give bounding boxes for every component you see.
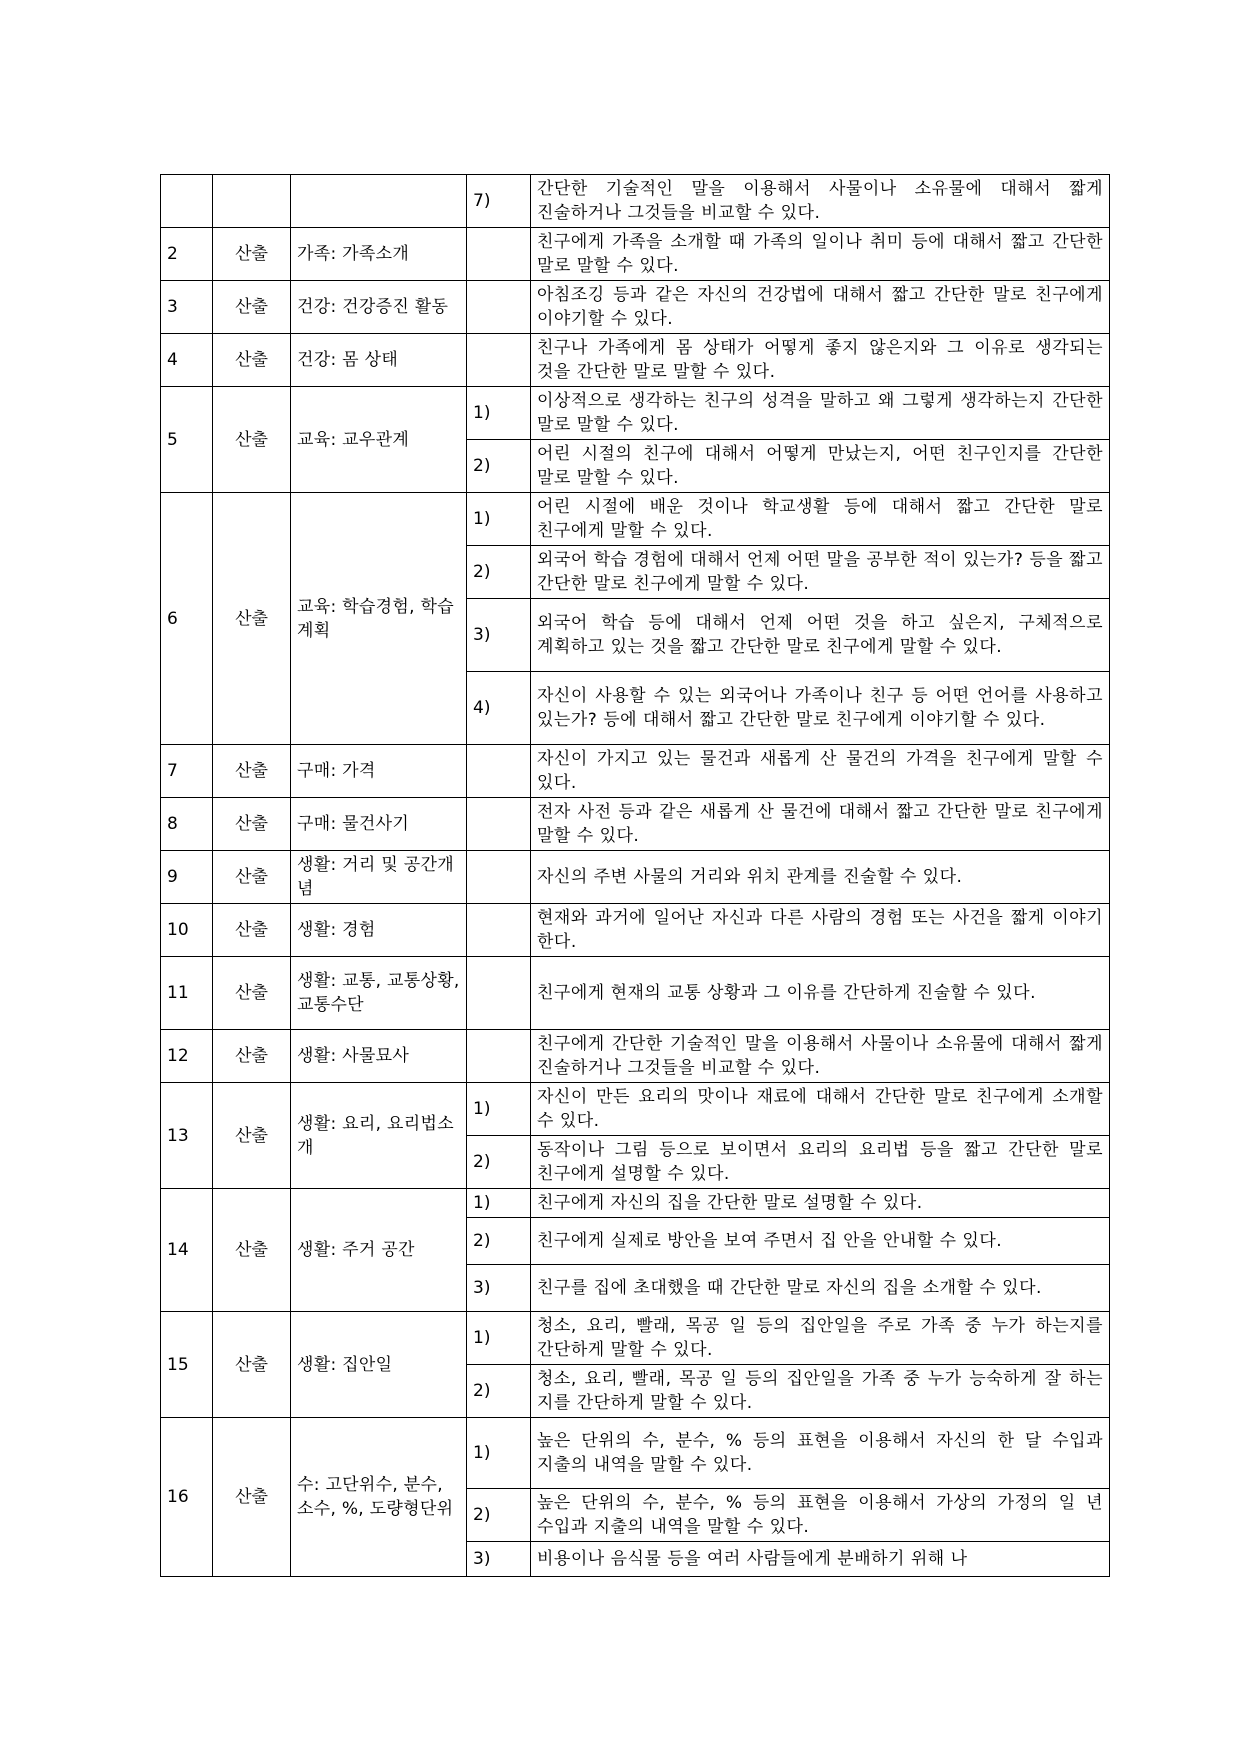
item-description: 외국어 학습 등에 대해서 언제 어떤 것을 하고 싶은지, 구체적으로 계획하고 있는 것을 짧고 간단한 말로 친구에게 말할 수 있다. bbox=[531, 599, 1110, 672]
item-number: 1) bbox=[467, 493, 531, 546]
item-number bbox=[467, 798, 531, 851]
item-number: 3) bbox=[467, 1542, 531, 1577]
item-description: 이상적으로 생각하는 친구의 성격을 말하고 왜 그렇게 생각하는지 간단한 말로 말할 수 있다. bbox=[531, 387, 1110, 440]
item-description: 간단한 기술적인 말을 이용해서 사물이나 소유물에 대해서 짧게 진술하거나 그것들을 비교할 수 있다. bbox=[531, 175, 1110, 228]
item-number bbox=[467, 904, 531, 957]
row-number: 9 bbox=[161, 851, 213, 904]
item-description: 높은 단위의 수, 분수, % 등의 표현을 이용해서 가상의 가정의 일 년 수입과 지출의 내역을 말할 수 있다. bbox=[531, 1489, 1110, 1542]
row-type: 산출 bbox=[213, 745, 291, 798]
table-row bbox=[161, 228, 1110, 281]
table-row bbox=[161, 493, 1110, 546]
row-type: 산출 bbox=[213, 493, 291, 745]
table-row bbox=[161, 334, 1110, 387]
table-row bbox=[161, 1312, 1110, 1365]
item-description: 높은 단위의 수, 분수, % 등의 표현을 이용해서 자신의 한 달 수입과 지출의 내역을 말할 수 있다. bbox=[531, 1418, 1110, 1489]
row-topic: 생활: 주거 공간 bbox=[291, 1189, 467, 1312]
item-description: 비용이나 음식물 등을 여러 사람들에게 분배하기 위해 나 bbox=[531, 1542, 1110, 1577]
table-row bbox=[161, 1083, 1110, 1136]
row-type: 산출 bbox=[213, 387, 291, 493]
table-row bbox=[161, 904, 1110, 957]
row-number: 16 bbox=[161, 1418, 213, 1577]
row-number: 14 bbox=[161, 1189, 213, 1312]
curriculum-table bbox=[160, 174, 1110, 1577]
row-number: 2 bbox=[161, 228, 213, 281]
item-description: 친구를 집에 초대했을 때 간단한 말로 자신의 집을 소개할 수 있다. bbox=[531, 1265, 1110, 1312]
row-type: 산출 bbox=[213, 1189, 291, 1312]
row-topic: 수: 고단위수, 분수, 소수, %, 도량형단위 bbox=[291, 1418, 467, 1577]
table-row bbox=[161, 1030, 1110, 1083]
item-number: 1) bbox=[467, 1189, 531, 1218]
item-description: 어린 시절의 친구에 대해서 어떻게 만났는지, 어떤 친구인지를 간단한 말로 말할 수 있다. bbox=[531, 440, 1110, 493]
item-description: 외국어 학습 경험에 대해서 언제 어떤 말을 공부한 적이 있는가? 등을 짧고 간단한 말로 친구에게 말할 수 있다. bbox=[531, 546, 1110, 599]
row-topic: 생활: 집안일 bbox=[291, 1312, 467, 1418]
item-description: 친구에게 자신의 집을 간단한 말로 설명할 수 있다. bbox=[531, 1189, 1110, 1218]
item-description: 청소, 요리, 빨래, 목공 일 등의 집안일을 가족 중 누가 능숙하게 잘 하는 지를 간단하게 말할 수 있다. bbox=[531, 1365, 1110, 1418]
item-number bbox=[467, 957, 531, 1030]
item-number bbox=[467, 334, 531, 387]
row-type: 산출 bbox=[213, 851, 291, 904]
row-topic: 생활: 경험 bbox=[291, 904, 467, 957]
row-type: 산출 bbox=[213, 957, 291, 1030]
item-number bbox=[467, 228, 531, 281]
row-number bbox=[161, 175, 213, 228]
item-number: 1) bbox=[467, 387, 531, 440]
table-row bbox=[161, 175, 1110, 228]
row-topic: 건강: 몸 상태 bbox=[291, 334, 467, 387]
curriculum-table-body bbox=[161, 175, 1110, 1577]
item-description: 친구나 가족에게 몸 상태가 어떻게 좋지 않은지와 그 이유로 생각되는 것을 간단한 말로 말할 수 있다. bbox=[531, 334, 1110, 387]
row-topic: 교육: 학습경험, 학습계획 bbox=[291, 493, 467, 745]
item-number: 1) bbox=[467, 1312, 531, 1365]
row-number: 11 bbox=[161, 957, 213, 1030]
row-type: 산출 bbox=[213, 1418, 291, 1577]
table-row bbox=[161, 1189, 1110, 1218]
item-description: 어린 시절에 배운 것이나 학교생활 등에 대해서 짧고 간단한 말로 친구에게 말할 수 있다. bbox=[531, 493, 1110, 546]
item-number bbox=[467, 745, 531, 798]
row-type: 산출 bbox=[213, 228, 291, 281]
item-number: 1) bbox=[467, 1418, 531, 1489]
row-number: 7 bbox=[161, 745, 213, 798]
item-description: 자신이 가지고 있는 물건과 새롭게 산 물건의 가격을 친구에게 말할 수 있다. bbox=[531, 745, 1110, 798]
row-type: 산출 bbox=[213, 904, 291, 957]
table-row bbox=[161, 281, 1110, 334]
row-topic: 생활: 거리 및 공간개념 bbox=[291, 851, 467, 904]
row-number: 4 bbox=[161, 334, 213, 387]
table-row bbox=[161, 745, 1110, 798]
item-number bbox=[467, 281, 531, 334]
row-number: 13 bbox=[161, 1083, 213, 1189]
row-number: 5 bbox=[161, 387, 213, 493]
row-number: 6 bbox=[161, 493, 213, 745]
row-number: 12 bbox=[161, 1030, 213, 1083]
row-topic: 구매: 물건사기 bbox=[291, 798, 467, 851]
row-type: 산출 bbox=[213, 798, 291, 851]
item-number: 3) bbox=[467, 599, 531, 672]
item-number: 7) bbox=[467, 175, 531, 228]
row-topic: 건강: 건강증진 활동 bbox=[291, 281, 467, 334]
row-type: 산출 bbox=[213, 1030, 291, 1083]
table-row bbox=[161, 387, 1110, 440]
item-number: 2) bbox=[467, 1489, 531, 1542]
row-topic: 생활: 사물묘사 bbox=[291, 1030, 467, 1083]
row-number: 3 bbox=[161, 281, 213, 334]
item-description: 친구에게 실제로 방안을 보여 주면서 집 안을 안내할 수 있다. bbox=[531, 1218, 1110, 1265]
table-row bbox=[161, 851, 1110, 904]
row-topic: 가족: 가족소개 bbox=[291, 228, 467, 281]
item-number: 4) bbox=[467, 672, 531, 745]
row-type: 산출 bbox=[213, 1312, 291, 1418]
item-description: 친구에게 가족을 소개할 때 가족의 일이나 취미 등에 대해서 짧고 간단한 말로 말할 수 있다. bbox=[531, 228, 1110, 281]
row-topic: 생활: 요리, 요리법소개 bbox=[291, 1083, 467, 1189]
item-number bbox=[467, 1030, 531, 1083]
row-number: 10 bbox=[161, 904, 213, 957]
item-number: 3) bbox=[467, 1265, 531, 1312]
item-description: 청소, 요리, 빨래, 목공 일 등의 집안일을 주로 가족 중 누가 하는지를 간단하게 말할 수 있다. bbox=[531, 1312, 1110, 1365]
item-number: 2) bbox=[467, 1218, 531, 1265]
item-number bbox=[467, 851, 531, 904]
table-row bbox=[161, 798, 1110, 851]
row-type: 산출 bbox=[213, 281, 291, 334]
row-number: 15 bbox=[161, 1312, 213, 1418]
item-description: 친구에게 간단한 기술적인 말을 이용해서 사물이나 소유물에 대해서 짧게 진술하거나 그것들을 비교할 수 있다. bbox=[531, 1030, 1110, 1083]
row-type: 산출 bbox=[213, 1083, 291, 1189]
item-description: 아침조깅 등과 같은 자신의 건강법에 대해서 짧고 간단한 말로 친구에게 이야기할 수 있다. bbox=[531, 281, 1110, 334]
item-description: 자신이 만든 요리의 맛이나 재료에 대해서 간단한 말로 친구에게 소개할 수 있다. bbox=[531, 1083, 1110, 1136]
item-description: 자신이 사용할 수 있는 외국어나 가족이나 친구 등 어떤 언어를 사용하고 있는가? 등에 대해서 짧고 간단한 말로 친구에게 이야기할 수 있다. bbox=[531, 672, 1110, 745]
item-description: 자신의 주변 사물의 거리와 위치 관계를 진술할 수 있다. bbox=[531, 851, 1110, 904]
item-description: 친구에게 현재의 교통 상황과 그 이유를 간단하게 진술할 수 있다. bbox=[531, 957, 1110, 1030]
row-type bbox=[213, 175, 291, 228]
item-description: 동작이나 그림 등으로 보이면서 요리의 요리법 등을 짧고 간단한 말로 친구에게 설명할 수 있다. bbox=[531, 1136, 1110, 1189]
item-description: 전자 사전 등과 같은 새롭게 산 물건에 대해서 짧고 간단한 말로 친구에게 말할 수 있다. bbox=[531, 798, 1110, 851]
row-topic: 교육: 교우관계 bbox=[291, 387, 467, 493]
item-number: 2) bbox=[467, 1365, 531, 1418]
table-row bbox=[161, 1418, 1110, 1489]
row-topic bbox=[291, 175, 467, 228]
row-type: 산출 bbox=[213, 334, 291, 387]
item-number: 2) bbox=[467, 440, 531, 493]
row-topic: 생활: 교통, 교통상황, 교통수단 bbox=[291, 957, 467, 1030]
row-number: 8 bbox=[161, 798, 213, 851]
item-number: 1) bbox=[467, 1083, 531, 1136]
item-description: 현재와 과거에 일어난 자신과 다른 사람의 경험 또는 사건을 짧게 이야기 한다. bbox=[531, 904, 1110, 957]
row-topic: 구매: 가격 bbox=[291, 745, 467, 798]
table-row bbox=[161, 957, 1110, 1030]
item-number: 2) bbox=[467, 546, 531, 599]
item-number: 2) bbox=[467, 1136, 531, 1189]
